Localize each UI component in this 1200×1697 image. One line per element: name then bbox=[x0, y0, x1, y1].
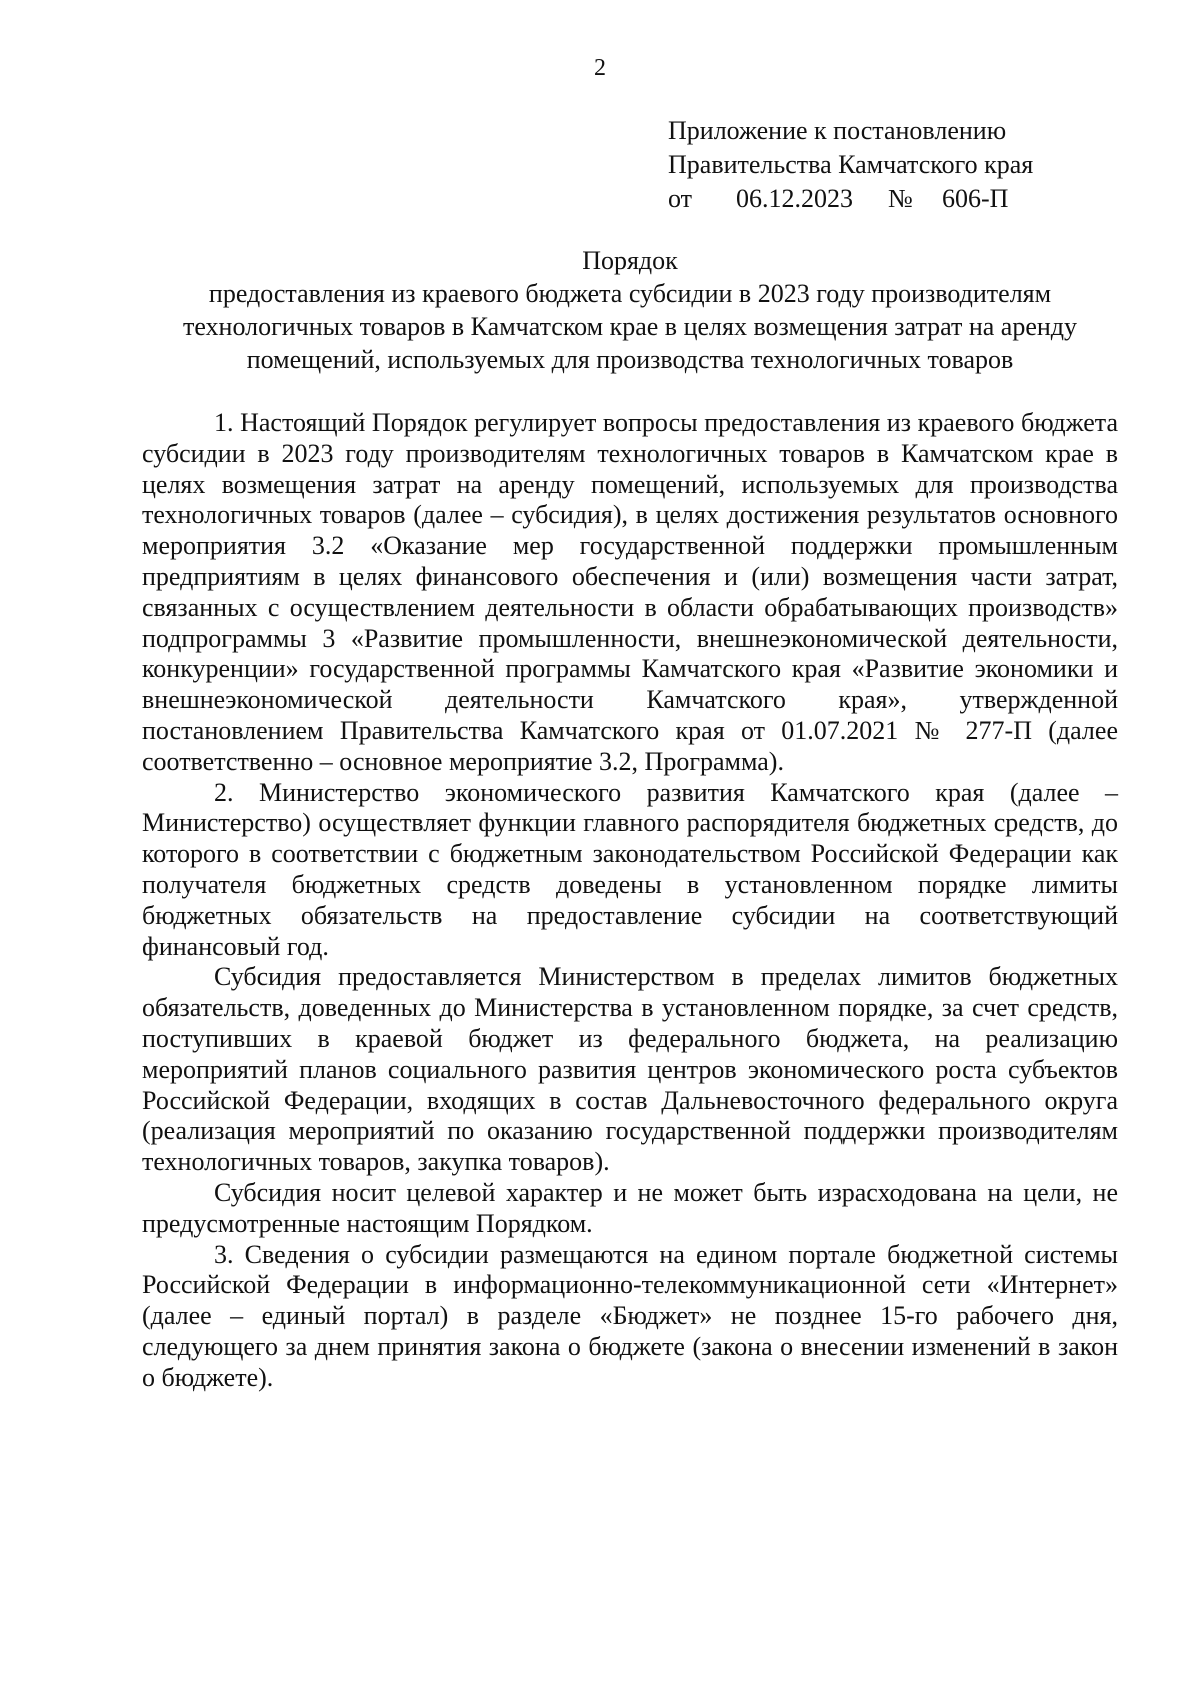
number-sign: № bbox=[888, 184, 913, 213]
appendix-line-1: Приложение к постановлению bbox=[668, 116, 1007, 145]
paragraph-1: 1. Настоящий Порядок регулирует вопросы предоставления из краевого бюджета субсидии в 2023 году производителям технологичных товаров в Камчатском крае в целях возмещения затрат на аренду помещений, используемых для производства технологичных товаров (далее – субсидия), в целях достижения результатов основного мероприятия 3.2 «Оказание мер государственной поддержки промышленным предприятиям в целях финансового обеспечения и (или) возмещения части затрат, связанных с осуществлением деятельности в области обрабатывающих производств» подпрограммы 3 «Развитие промышленности, внешнеэкономической деятельности, конкуренции» государственной программы Камчатского края «Развитие экономики и внешнеэкономической деятельности Камчатского края», утвержденной постановлением Правительства Камчатского края от 01.07.2021 № 277-П (далее соответственно – основное мероприятие 3.2, Программа). bbox=[142, 408, 1118, 776]
paragraph-4: Субсидия носит целевой характер и не может быть израсходована на цели, не предусмотренные настоящим Порядком. bbox=[142, 1177, 1118, 1238]
paragraph-2: 2. Министерство экономического развития Камчатского края (далее – Министерство) осуществляет функции главного распорядителя бюджетных средств, до которого в соответствии с бюджетным законодательством Российской Федерации как получателя бюджетных средств доведены в установленном порядке лимиты бюджетных обязательств на предоставление субсидии на соответствующий финансовый год. bbox=[142, 777, 1118, 961]
appendix-block bbox=[668, 114, 1033, 216]
page-number: 2 bbox=[594, 55, 606, 81]
resolution-date: 06.12.2023 bbox=[736, 184, 853, 213]
paragraph-3: Субсидия предоставляется Министерством в пределах лимитов бюджетных обязательств, доведенных до Министерства в установленном порядке, за счет средств, поступивших в краевой бюджет из федерального бюджета, на реализацию мероприятий планов социального развития центров экономического роста субъектов Российской Федерации, входящих в состав Дальневосточного федерального округа (реализация мероприятий по оказанию государственной поддержки производителям технологичных товаров, закупка товаров). bbox=[142, 962, 1118, 1177]
resolution-number: 606-П bbox=[942, 184, 1009, 213]
title-heading: Порядок bbox=[582, 246, 678, 275]
document-body bbox=[142, 408, 1118, 1394]
document-title bbox=[140, 244, 1120, 376]
title-subtitle: предоставления из краевого бюджета субсидии в 2023 году производителям технологичных товаров в Камчатском крае в целях возмещения затрат на аренду помещений, используемых для производства технологичных товаров bbox=[182, 279, 1078, 374]
appendix-date-line bbox=[668, 182, 1033, 216]
paragraph-5: 3. Сведения о субсидии размещаются на едином портале бюджетной системы Российской Федерации в информационно-телекоммуникационной сети «Интернет» (далее – единый портал) в разделе «Бюджет» не позднее 15-го рабочего дня, следующего за днем принятия закона о бюджете (закона о внесении изменений в закон о бюджете). bbox=[142, 1239, 1118, 1392]
date-prefix: от bbox=[668, 184, 693, 213]
appendix-line-2: Правительства Камчатского края bbox=[668, 150, 1034, 179]
